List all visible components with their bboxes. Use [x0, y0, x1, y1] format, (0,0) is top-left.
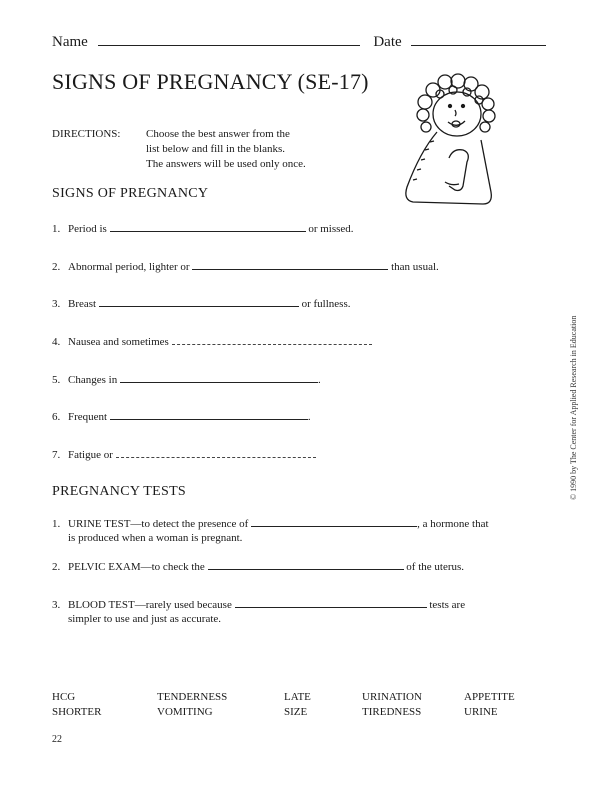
sign-item: 1. Period is or missed.: [52, 220, 354, 236]
word-bank-item: HCG: [52, 691, 76, 703]
test-item: 1. URINE TEST—to detect the presence of , a hormone that is produced when a woman is pregnant.: [52, 515, 489, 545]
sign-item: 5. Changes in .: [52, 371, 321, 387]
answer-blank[interactable]: [110, 408, 308, 420]
sign-item: 4. Nausea and sometimes: [52, 333, 372, 349]
directions-label: DIRECTIONS:: [52, 128, 121, 140]
word-bank-item: SHORTER: [52, 706, 102, 718]
copyright-notice: © 1990 by The Center for Applied Research in Education: [569, 315, 578, 500]
girl-illustration: [395, 72, 507, 210]
sign-item: 6. Frequent .: [52, 408, 311, 424]
word-bank-item: LATE: [284, 691, 311, 703]
sign-item: 7. Fatigue or: [52, 446, 316, 462]
word-bank-item: VOMITING: [157, 706, 213, 718]
name-field[interactable]: [98, 34, 360, 46]
name-date-row: [52, 34, 552, 51]
answer-blank[interactable]: [172, 333, 372, 345]
answer-blank[interactable]: [251, 515, 417, 527]
answer-blank[interactable]: [208, 558, 404, 570]
test-item: 2. PELVIC EXAM—to check the of the uterus.: [52, 558, 464, 574]
sign-item: 2. Abnormal period, lighter or than usual.: [52, 258, 439, 274]
directions-text: [146, 127, 346, 172]
word-bank-item: APPETITE: [464, 691, 515, 703]
name-label: Name: [52, 34, 88, 50]
date-label: Date: [373, 34, 402, 50]
word-bank-item: URINE: [464, 706, 498, 718]
directions-line: list below and fill in the blanks.: [146, 143, 286, 155]
answer-blank[interactable]: [192, 258, 388, 270]
answer-blank[interactable]: [116, 446, 316, 458]
answer-blank[interactable]: [110, 220, 306, 232]
answer-blank[interactable]: [235, 596, 427, 608]
word-bank-item: TIREDNESS: [362, 706, 422, 718]
word-bank-item: TENDERNESS: [157, 691, 228, 703]
tests-heading: PREGNANCY TESTS: [52, 484, 187, 499]
directions-line: The answers will be used only once.: [146, 158, 306, 170]
answer-blank[interactable]: [99, 295, 299, 307]
answer-blank[interactable]: [120, 371, 318, 383]
date-field[interactable]: [411, 34, 546, 46]
sign-item: 3. Breast or fullness.: [52, 295, 351, 311]
directions: [52, 127, 346, 172]
test-item: 3. BLOOD TEST—rarely used because tests are simpler to use and just as accurate.: [52, 596, 465, 626]
word-bank-item: SIZE: [284, 706, 308, 718]
page-title: SIGNS OF PREGNANCY (SE-17): [52, 69, 369, 94]
word-bank-item: URINATION: [362, 691, 422, 703]
directions-line: Choose the best answer from the: [146, 128, 290, 140]
page-number: 22: [52, 734, 62, 745]
word-bank: [52, 691, 532, 721]
signs-heading: SIGNS OF PREGNANCY: [52, 186, 209, 201]
